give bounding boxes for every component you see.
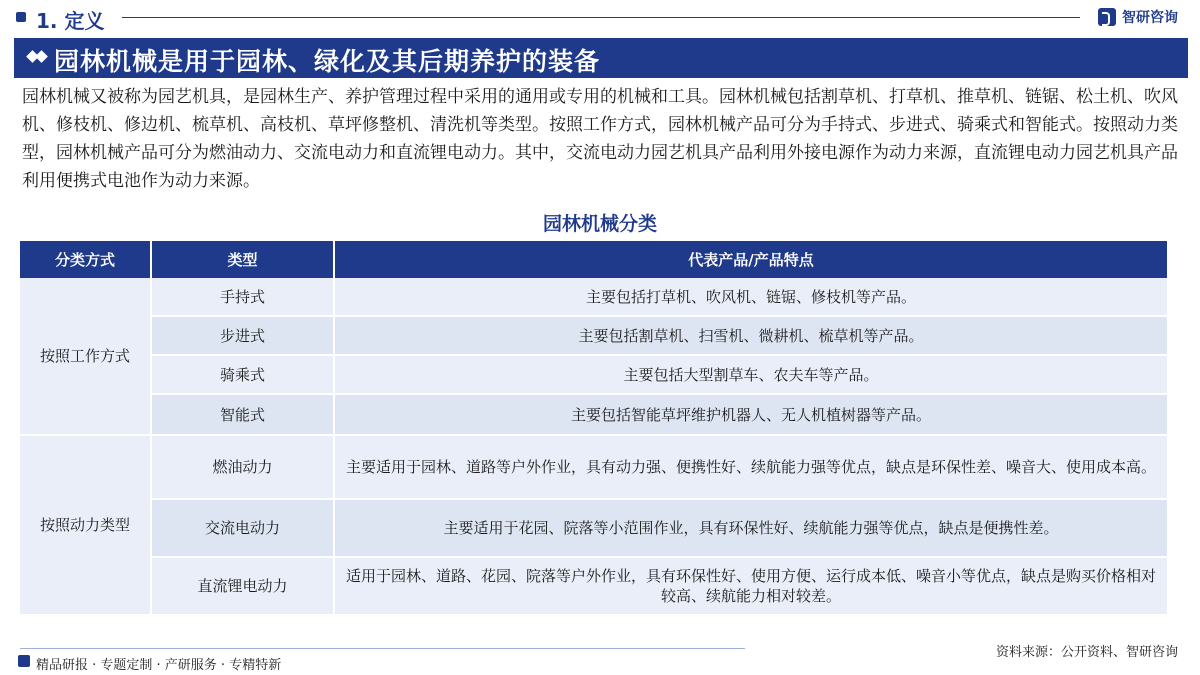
zhiyan-small-logo-icon: [18, 655, 30, 667]
desc-cell: 主要包括大型割草车、农夫车等产品。: [334, 355, 1167, 394]
top-bar: [0, 0, 1200, 36]
group-cell-power-type: 按照动力类型: [20, 435, 151, 615]
type-cell: 交流电动力: [151, 499, 334, 557]
table-row: [20, 557, 1167, 615]
title-banner: [14, 38, 1188, 78]
section-title: 1. 定义: [36, 9, 105, 33]
type-cell: 直流锂电动力: [151, 557, 334, 615]
table-row: [20, 499, 1167, 557]
footer-services: 精品研报 · 专题定制 · 产研服务 · 专精特新: [36, 658, 282, 673]
header-method: 分类方式: [20, 241, 151, 278]
group-cell-work-mode: 按照工作方式: [20, 278, 151, 435]
desc-cell: 主要包括割草机、扫雪机、微耕机、梳草机等产品。: [334, 316, 1167, 355]
table-row: [20, 355, 1167, 394]
header-type: 类型: [151, 241, 334, 278]
type-cell: 手持式: [151, 278, 334, 316]
section-divider: [122, 17, 1080, 18]
type-cell: 智能式: [151, 394, 334, 435]
desc-cell: 主要适用于园林、道路等户外作业，具有动力强、便携性好、续航能力强等优点，缺点是环保性差、噪音大、使用成本高。: [334, 435, 1167, 499]
footer-divider: [20, 648, 745, 649]
table-row: [20, 316, 1167, 355]
table-title: 园林机械分类: [542, 213, 657, 235]
section-marker-icon: [16, 12, 26, 22]
table-row: [20, 278, 1167, 316]
desc-cell: 主要包括打草机、吹风机、链锯、修枝机等产品。: [334, 278, 1167, 316]
type-cell: 燃油动力: [151, 435, 334, 499]
footer-source: 资料来源：公开资料、智研咨询: [995, 645, 1178, 660]
desc-cell: 适用于园林、道路、花园、院落等户外作业，具有环保性好、使用方便、运行成本低、噪音小等优点，缺点是购买价格相对较高、续航能力相对较差。: [334, 557, 1167, 615]
desc-cell: 主要包括智能草坪维护机器人、无人机植树器等产品。: [334, 394, 1167, 435]
desc-cell: 主要适用于花园、院落等小范围作业，具有环保性好、续航能力强等优点，缺点是便携性差。: [334, 499, 1167, 557]
diamond-bullet-icon: [28, 52, 40, 64]
table-row: [20, 435, 1167, 499]
table-row: [20, 394, 1167, 435]
zhiyan-logo-icon: [1098, 8, 1116, 26]
brand-logo: [1098, 7, 1178, 27]
type-cell: 步进式: [151, 316, 334, 355]
table-header-row: [20, 241, 1167, 278]
brand-name: 智研咨询: [1122, 10, 1178, 26]
intro-paragraph: 园林机械又被称为园艺机具，是园林生产、养护管理过程中采用的通用或专用的机械和工具。园林机械包括割草机、打草机、推草机、链锯、松土机、吹风机、修枝机、修边机、梳草机、高枝机、草坪修整机、清洗机等类型。按照工作方式，园林机械产品可分为手持式、步进式、骑乘式和智能式。按照动力类型，园林机械产品可分为燃油动力、交流电动力和直流锂电动力。其中，交流电动力园艺机具产品利用外接电源作为动力来源，直流锂电动力园艺机具产品利用便携式电池作为动力来源。: [22, 87, 1178, 191]
classification-table: [20, 241, 1167, 616]
banner-title: 园林机械是用于园林、绿化及其后期养护的装备: [54, 47, 601, 76]
type-cell: 骑乘式: [151, 355, 334, 394]
header-products: 代表产品/产品特点: [334, 241, 1167, 278]
